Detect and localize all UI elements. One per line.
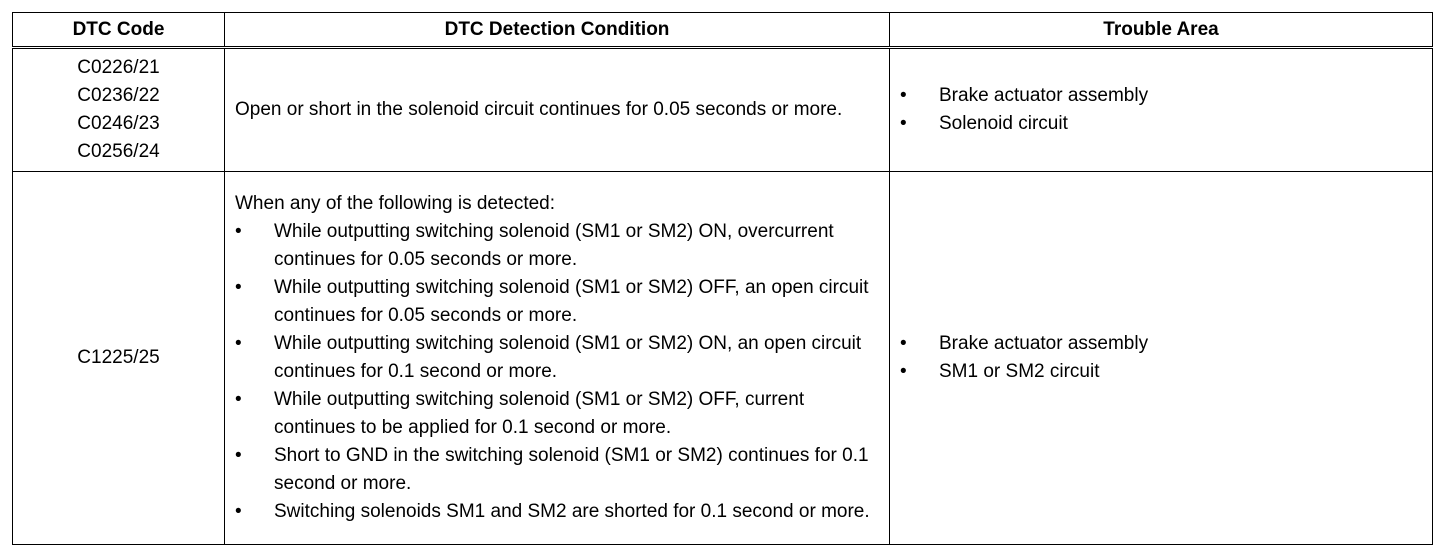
bullet-icon: • — [235, 501, 242, 522]
detection-condition-cell — [225, 172, 890, 545]
list-item — [900, 358, 1422, 386]
detection-condition-cell — [225, 48, 890, 172]
trouble-area-item: Solenoid circuit — [939, 113, 1068, 134]
bullet-icon: • — [235, 333, 242, 354]
dtc-code-cell — [13, 172, 225, 545]
condition-item: Switching solenoids SM1 and SM2 are shorted for 0.1 second or more. — [274, 501, 870, 522]
dtc-code-cell — [13, 48, 225, 172]
trouble-area-list — [900, 330, 1422, 386]
bullet-icon: • — [900, 113, 907, 134]
dtc-code: C0236/22 — [77, 85, 160, 106]
bullet-icon: • — [235, 277, 242, 298]
bullet-icon: • — [235, 389, 242, 410]
table-header-row — [13, 13, 1433, 48]
detection-condition-text: Open or short in the solenoid circuit continues for 0.05 seconds or more. — [235, 99, 843, 120]
trouble-area-cell — [890, 48, 1433, 172]
bullet-icon: • — [900, 85, 907, 106]
dtc-table — [12, 12, 1433, 545]
trouble-area-cell — [890, 172, 1433, 545]
dtc-code: C0256/24 — [77, 141, 160, 162]
detection-condition-intro: When any of the following is detected: — [235, 193, 556, 214]
table-row — [13, 172, 1433, 545]
bullet-icon: • — [235, 445, 242, 466]
condition-item: While outputting switching solenoid (SM1 or SM2) OFF, current continues to be applied for 0.1 second or more. — [274, 389, 805, 438]
list-item — [235, 442, 879, 498]
trouble-area-item: SM1 or SM2 circuit — [939, 361, 1100, 382]
list-item — [235, 330, 879, 386]
dtc-table-container — [12, 12, 1433, 545]
condition-item: Short to GND in the switching solenoid (SM1 or SM2) continues for 0.1 second or more. — [274, 445, 869, 494]
trouble-area-list — [900, 82, 1422, 138]
bullet-icon: • — [235, 221, 242, 242]
header-trouble-area: Trouble Area — [890, 13, 1433, 48]
dtc-code: C1225/25 — [77, 347, 160, 368]
detection-condition-list — [235, 218, 879, 526]
bullet-icon: • — [900, 333, 907, 354]
list-item — [900, 330, 1422, 358]
condition-item: While outputting switching solenoid (SM1 or SM2) ON, an open circuit continues for 0.1 second or more. — [274, 333, 862, 382]
condition-item: While outputting switching solenoid (SM1 or SM2) ON, overcurrent continues for 0.05 seconds or more. — [274, 221, 834, 270]
trouble-area-item: Brake actuator assembly — [939, 85, 1149, 106]
condition-item: While outputting switching solenoid (SM1 or SM2) OFF, an open circuit continues for 0.05 seconds or more. — [274, 277, 869, 326]
list-item — [900, 82, 1422, 110]
list-item — [900, 110, 1422, 138]
dtc-code: C0226/21 — [77, 57, 160, 78]
list-item — [235, 274, 879, 330]
header-dtc-code: DTC Code — [13, 13, 225, 48]
trouble-area-item: Brake actuator assembly — [939, 333, 1149, 354]
table-row — [13, 48, 1433, 172]
bullet-icon: • — [900, 361, 907, 382]
list-item — [235, 386, 879, 442]
header-detection-condition: DTC Detection Condition — [225, 13, 890, 48]
list-item — [235, 498, 879, 526]
dtc-code: C0246/23 — [77, 113, 160, 134]
list-item — [235, 218, 879, 274]
